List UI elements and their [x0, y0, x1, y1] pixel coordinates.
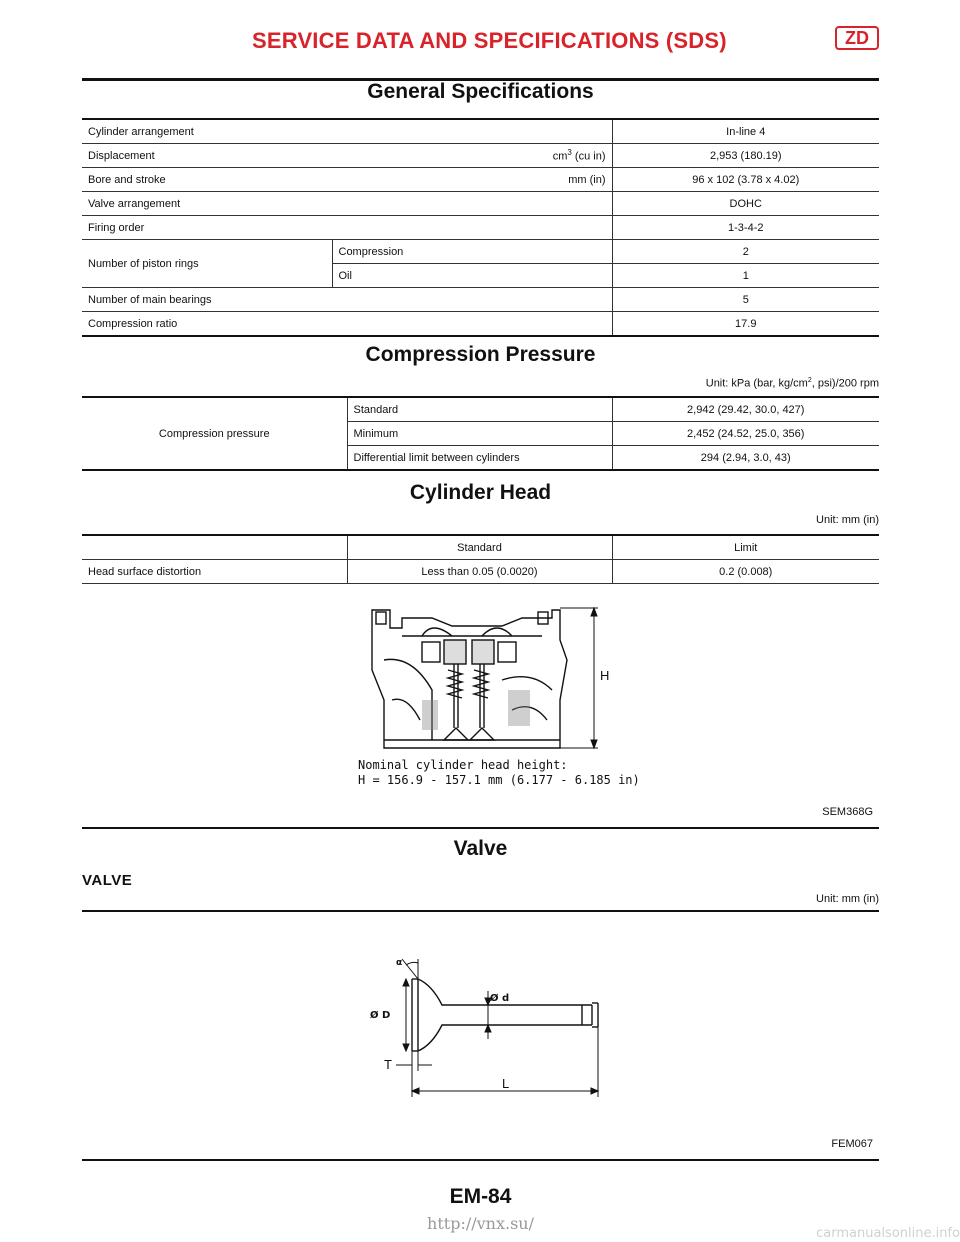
table-row — [82, 119, 879, 144]
compression-unit: Unit: kPa (bar, $kg/cm^2$, psi)/200 rpm — [705, 377, 879, 390]
header-title: SERVICE DATA AND SPECIFICATIONS (SDS) — [252, 28, 727, 53]
compression-pressure-table — [82, 396, 879, 471]
cylinder-head-table — [82, 534, 879, 584]
page-header — [82, 26, 879, 56]
row-limit: 0.2 (0.008) — [612, 560, 879, 584]
cylinder-head-figure — [358, 600, 642, 790]
table-row — [82, 216, 879, 240]
row-label: Compression ratio — [82, 312, 612, 337]
table-row — [82, 240, 879, 264]
footer-rule — [82, 1159, 879, 1161]
row-sublabel: Oil — [332, 264, 612, 288]
fig-sd-label: Ø d — [490, 993, 510, 1004]
row-label: Bore and stroke — [82, 168, 332, 192]
row-label: Number of main bearings — [82, 288, 612, 312]
valve-drawing — [362, 955, 612, 1105]
footer-link[interactable]: http://vnx.su/ — [427, 1214, 534, 1233]
row-value: 96 x 102 (3.78 x 4.02) — [612, 168, 879, 192]
row-sublabel: Minimum — [347, 422, 612, 446]
valve-title: Valve — [453, 837, 508, 860]
valve-subtitle: VALVE — [82, 872, 133, 889]
cylinder-head-unit: Unit: mm (in) — [816, 514, 879, 526]
row-sublabel: Differential limit between cylinders — [347, 446, 612, 471]
row-value: 2,942 (29.42, 30.0, 427) — [612, 397, 879, 422]
fig-l-label: L — [502, 1076, 510, 1091]
row-sublabel: Standard — [347, 397, 612, 422]
row-value: In-line 4 — [612, 119, 879, 144]
valve-figure — [362, 955, 612, 1105]
row-label: Compression pressure — [82, 397, 347, 470]
table-row — [82, 535, 879, 560]
row-value: 294 (2.94, 3.0, 43) — [612, 446, 879, 471]
section-rule — [82, 827, 879, 829]
row-label: Firing order — [82, 216, 612, 240]
table-row — [82, 288, 879, 312]
row-standard: Less than 0.05 (0.0020) — [347, 560, 612, 584]
table-row — [82, 312, 879, 337]
row-sublabel: Compression — [332, 240, 612, 264]
table-row — [82, 168, 879, 192]
section-rule — [82, 910, 879, 912]
row-label: Valve arrangement — [82, 192, 612, 216]
row-value: 17.9 — [612, 312, 879, 337]
table-row — [82, 192, 879, 216]
fig-letter-h: H — [600, 668, 610, 683]
cylinder-head-drawing — [362, 600, 642, 760]
valve-unit: Unit: mm (in) — [816, 893, 879, 905]
fig-caption-line-1: Nominal cylinder head height: — [358, 758, 568, 772]
fig-code-sem368g: SEM368G — [822, 806, 873, 818]
fig-caption-line-2: H = 156.9 - 157.1 mm (6.177 - 6.185 in) — [358, 773, 640, 787]
table-row — [82, 560, 879, 584]
watermark: carmanualsonline.info — [816, 1226, 960, 1241]
fig-od-label: Ø D — [370, 1010, 391, 1021]
page-number: EM-84 — [449, 1185, 512, 1208]
row-label: Number of piston rings — [82, 240, 332, 288]
general-specifications-title: General Specifications — [367, 80, 594, 103]
header-badge: ZD — [835, 26, 879, 50]
table-row — [82, 397, 879, 422]
col-limit: Limit — [612, 535, 879, 560]
row-label: Cylinder arrangement — [82, 119, 612, 144]
header-empty — [82, 535, 347, 560]
row-value: 5 — [612, 288, 879, 312]
row-value: 2,452 (24.52, 25.0, 356) — [612, 422, 879, 446]
row-value: DOHC — [612, 192, 879, 216]
col-standard: Standard — [347, 535, 612, 560]
row-value: 2,953 (180.19) — [612, 144, 879, 168]
fig-code-fem067: FEM067 — [831, 1138, 873, 1150]
row-label: Head surface distortion — [82, 560, 347, 584]
row-value: 2 — [612, 240, 879, 264]
compression-pressure-title: Compression Pressure — [365, 343, 596, 366]
general-specifications-table — [82, 118, 879, 337]
fig-t-label: T — [384, 1057, 392, 1072]
row-value: 1 — [612, 264, 879, 288]
row-unit: $cm^3$ (cu in) — [332, 144, 612, 168]
row-value: 1-3-4-2 — [612, 216, 879, 240]
table-row — [82, 144, 879, 168]
row-unit: mm (in) — [332, 168, 612, 192]
fig-alpha-label: α — [396, 958, 403, 968]
cylinder-head-title: Cylinder Head — [409, 481, 552, 504]
row-label: Displacement — [82, 144, 332, 168]
